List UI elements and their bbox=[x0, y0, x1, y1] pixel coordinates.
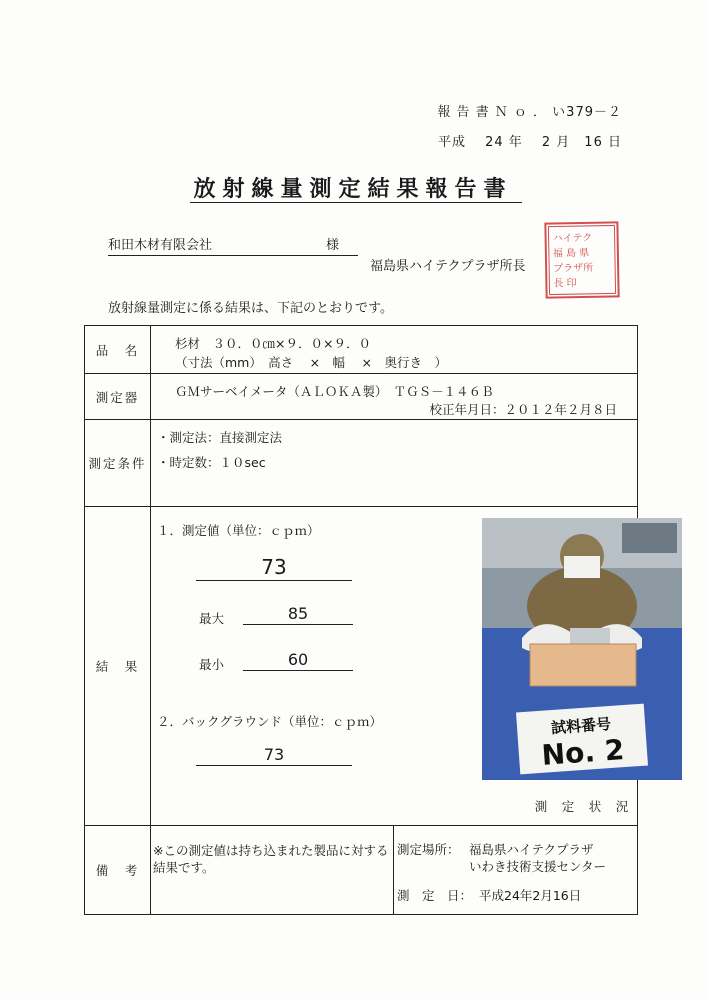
report-number: 報 告 書 Ｎ ｏ ． い379－２ bbox=[437, 105, 622, 120]
intro-text: 放射線量測定に係る結果は、下記のとおりです。 bbox=[108, 301, 393, 316]
label-conditions: 測定条件 bbox=[85, 420, 151, 507]
calibration-date: 校正年月日：２０１２年２月８日 bbox=[429, 402, 617, 417]
measurement-photo bbox=[482, 518, 682, 780]
place-line2: いわき技術支援センター bbox=[469, 859, 607, 874]
place-label: 測定場所： bbox=[397, 842, 460, 857]
photo-sign-label: 試料番号 bbox=[550, 714, 612, 738]
recipient-name: 和田木材有限会社 bbox=[108, 238, 213, 253]
document-title: 放射線量測定結果報告書 bbox=[193, 177, 513, 202]
label-instrument: 測定器 bbox=[85, 374, 151, 420]
label-result: 結 果 bbox=[85, 507, 151, 826]
remarks-note-cell bbox=[151, 826, 394, 914]
condition-time-constant: ・時定数：１０sec bbox=[157, 455, 266, 470]
date-label: 測 定 日： bbox=[397, 888, 473, 903]
photo-sign-number: No. 2 bbox=[540, 733, 626, 772]
row-result bbox=[85, 507, 638, 826]
max-label: 最大 bbox=[199, 611, 225, 626]
report-date: 平成 24 年 2 月 16 日 bbox=[437, 135, 622, 150]
label-remarks: 備 考 bbox=[85, 826, 151, 915]
measurement-underline bbox=[196, 580, 352, 581]
background-heading: ２．バックグラウンド（単位：ｃｐｍ） bbox=[157, 714, 383, 729]
svg-text:福 島 県: 福 島 県 bbox=[552, 247, 590, 260]
recipient bbox=[108, 234, 358, 256]
place-line1: 福島県ハイテクプラザ bbox=[469, 842, 594, 857]
condition-method: ・測定法：直接測定法 bbox=[157, 430, 283, 445]
measurement-heading: １．測定値（単位：ｃｐｍ） bbox=[157, 523, 320, 538]
background-value: 73 bbox=[263, 745, 285, 764]
background-underline bbox=[196, 765, 352, 766]
item-dimension-note: （寸法（mm） 高さ × 幅 × 奥行き ） bbox=[175, 355, 447, 370]
row-item bbox=[85, 326, 638, 374]
date-value: 平成24年2月16日 bbox=[479, 888, 582, 903]
max-value: 85 bbox=[287, 604, 309, 623]
measurement-value: 73 bbox=[261, 555, 287, 579]
label-item: 品 名 bbox=[85, 326, 151, 374]
svg-text:ハイテク: ハイテク bbox=[552, 232, 593, 245]
instrument-name: ＧＭサーベイメータ（ＡＬＯＫＡ製） ＴＧＳ－１４６Ｂ bbox=[175, 384, 494, 399]
item-spec: 杉材 ３０．０㎝×９．０×９．０ bbox=[175, 336, 371, 351]
max-underline bbox=[243, 624, 353, 625]
official-seal bbox=[544, 221, 619, 298]
min-underline bbox=[243, 670, 353, 671]
seal-graphic bbox=[546, 223, 617, 296]
issuer: 福島県ハイテクプラザ所長 bbox=[370, 259, 526, 274]
row-remarks bbox=[85, 826, 638, 915]
svg-text:プラザ所: プラザ所 bbox=[553, 262, 594, 275]
row-instrument bbox=[85, 374, 638, 420]
min-value: 60 bbox=[287, 650, 309, 669]
recipient-honorific: 様 bbox=[326, 238, 340, 253]
svg-text:長 印: 長 印 bbox=[553, 278, 577, 290]
photo-caption: 測 定 状 況 bbox=[534, 799, 630, 814]
row-conditions bbox=[85, 420, 638, 507]
photo-scene bbox=[482, 518, 682, 780]
min-label: 最小 bbox=[199, 657, 225, 672]
remarks-note: ※この測定値は持ち込まれた製品に対する結果です。 bbox=[153, 843, 389, 875]
title-underline bbox=[190, 202, 522, 203]
results-table bbox=[84, 325, 638, 915]
